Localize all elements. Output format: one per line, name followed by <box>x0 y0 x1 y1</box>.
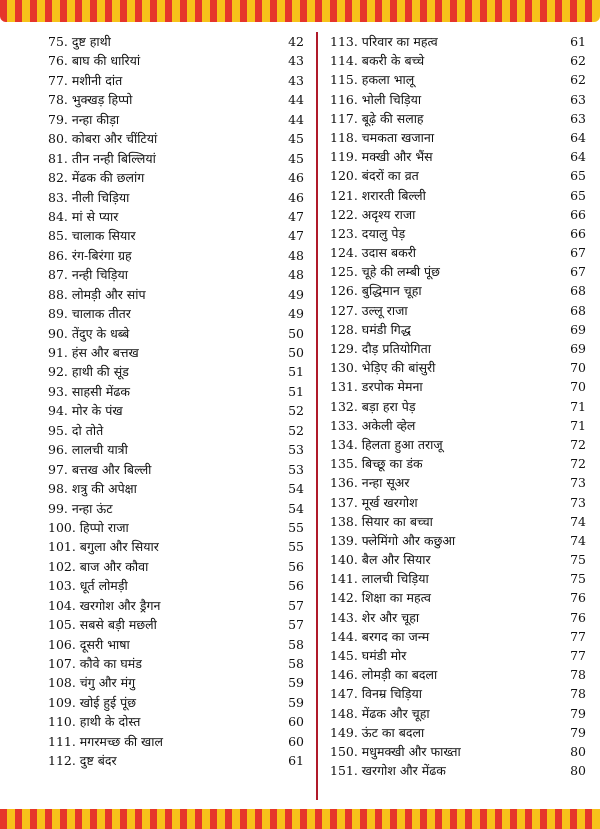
entry-title: 140. बैल और सियार <box>330 552 431 568</box>
entry-title: 148. मेंढक और चूहा <box>330 705 430 721</box>
contents-entry <box>48 90 304 109</box>
entry-page-number: 73 <box>570 494 586 510</box>
entry-page-number: 63 <box>570 91 586 107</box>
contents-entry <box>330 128 586 147</box>
contents-entry <box>330 588 586 607</box>
contents-entry <box>330 109 586 128</box>
entry-title: 77. मशीनी दांत <box>48 72 123 88</box>
entry-page-number: 67 <box>570 245 586 261</box>
contents-entry <box>48 129 304 148</box>
contents-entry <box>330 416 586 435</box>
contents-entry <box>330 627 586 646</box>
contents-entry <box>330 761 586 780</box>
contents-entry <box>48 71 304 90</box>
contents-entry <box>330 704 586 723</box>
contents-entry <box>48 265 304 284</box>
entry-page-number: 46 <box>288 189 304 205</box>
entry-title: 141. लालची चिड़िया <box>330 571 429 587</box>
entry-page-number: 56 <box>288 558 304 574</box>
contents-entry <box>48 51 304 70</box>
contents-entry <box>48 382 304 401</box>
contents-entry <box>48 246 304 265</box>
contents-entry <box>330 569 586 588</box>
entry-title: 108. चंगु और मंगु <box>48 675 136 691</box>
entry-title: 86. रंग-बिरंगा ग्रह <box>48 247 132 263</box>
entry-page-number: 45 <box>288 131 304 147</box>
contents-entry <box>330 262 586 281</box>
entry-page-number: 52 <box>288 422 304 438</box>
entry-title: 115. हकला भालू <box>330 72 415 88</box>
contents-entry <box>48 188 304 207</box>
entry-title: 89. चालाक तीतर <box>48 306 131 322</box>
entry-title: 123. दयालु पेड़ <box>330 225 406 241</box>
contents-entry <box>48 635 304 654</box>
contents-entry <box>48 149 304 168</box>
entry-title: 116. भोली चिड़िया <box>330 91 422 107</box>
entry-title: 125. चूहे की लम्बी पूंछ <box>330 264 440 280</box>
entry-page-number: 51 <box>288 383 304 399</box>
contents-entry <box>330 646 586 665</box>
entry-title: 138. सियार का बच्चा <box>330 513 433 529</box>
entry-title: 121. शरारती बिल्ली <box>330 187 426 203</box>
entry-page-number: 75 <box>570 552 586 568</box>
entry-page-number: 48 <box>288 267 304 283</box>
entry-page-number: 55 <box>288 539 304 555</box>
contents-entry <box>48 226 304 245</box>
entry-page-number: 43 <box>288 53 304 69</box>
decorative-bottom-border <box>0 809 600 829</box>
contents-entry <box>48 440 304 459</box>
entry-page-number: 62 <box>570 72 586 88</box>
entry-page-number: 46 <box>288 170 304 186</box>
contents-entry <box>48 751 304 770</box>
contents-entry <box>330 665 586 684</box>
entry-title: 117. बूढ़े की सलाह <box>330 110 424 126</box>
entry-page-number: 70 <box>570 379 586 395</box>
entry-title: 145. घमंडी मोर <box>330 648 407 663</box>
entry-title: 90. तेंदुए के धब्बे <box>48 325 130 341</box>
contents-entry <box>330 512 586 531</box>
entry-page-number: 78 <box>570 667 586 683</box>
contents-entry <box>330 51 586 70</box>
entry-title: 91. हंस और बत्तख <box>48 345 139 360</box>
contents-entry <box>330 224 586 243</box>
entry-page-number: 80 <box>570 763 586 779</box>
entry-page-number: 61 <box>570 34 586 49</box>
entry-page-number: 80 <box>570 743 586 759</box>
entry-page-number: 43 <box>288 72 304 88</box>
entry-page-number: 60 <box>288 733 304 749</box>
entry-title: 131. डरपोक मेमना <box>330 379 423 395</box>
entry-title: 118. चमकता खजाना <box>330 129 435 145</box>
entry-title: 128. घमंडी गिद्ध <box>330 321 411 337</box>
entry-title: 137. मूर्ख खरगोश <box>330 494 418 510</box>
entry-title: 105. सबसे बड़ी मछली <box>48 617 157 633</box>
entry-title: 81. तीन नन्ही बिल्लियां <box>48 150 156 166</box>
entry-page-number: 56 <box>288 578 304 594</box>
entry-page-number: 78 <box>570 686 586 702</box>
entry-title: 87. नन्ही चिड़िया <box>48 267 128 283</box>
contents-entry <box>48 537 304 556</box>
entry-title: 130. भेड़िए की बांसुरी <box>330 360 436 376</box>
entry-page-number: 74 <box>570 532 586 548</box>
entry-title: 98. शत्रु की अपेक्षा <box>48 481 137 497</box>
entry-page-number: 68 <box>570 283 586 299</box>
entry-title: 139. फ्लेमिंगो और कछुआ <box>330 532 456 548</box>
entry-page-number: 66 <box>570 225 586 241</box>
entry-page-number: 54 <box>288 481 304 497</box>
contents-entry <box>48 557 304 576</box>
entry-page-number: 42 <box>288 34 304 49</box>
entry-title: 79. नन्हा कीड़ा <box>48 111 120 127</box>
contents-entry <box>48 693 304 712</box>
entry-title: 109. खोई हुई पूंछ <box>48 694 136 710</box>
entry-page-number: 47 <box>288 208 304 224</box>
entry-page-number: 55 <box>288 519 304 535</box>
contents-entry <box>330 531 586 550</box>
entry-title: 78. भुक्खड़ हिप्पो <box>48 92 133 108</box>
entry-page-number: 71 <box>570 398 586 414</box>
entry-title: 146. लोमड़ी का बदला <box>330 667 438 683</box>
contents-entry <box>48 168 304 187</box>
entry-page-number: 64 <box>570 149 586 165</box>
contents-entry <box>48 460 304 479</box>
contents-entry <box>48 285 304 304</box>
entry-page-number: 59 <box>288 694 304 710</box>
entry-page-number: 64 <box>570 129 586 145</box>
entry-page-number: 61 <box>288 753 304 769</box>
entry-page-number: 59 <box>288 675 304 691</box>
contents-entry <box>48 499 304 518</box>
contents-entry <box>330 339 586 358</box>
entry-page-number: 52 <box>288 403 304 419</box>
entry-page-number: 49 <box>288 306 304 322</box>
contents-column-left <box>48 32 304 771</box>
entry-page-number: 51 <box>288 364 304 380</box>
entry-page-number: 65 <box>570 187 586 203</box>
contents-entry <box>48 518 304 537</box>
entry-page-number: 75 <box>570 571 586 587</box>
entry-title: 102. बाज और कौवा <box>48 558 149 574</box>
entry-page-number: 53 <box>288 442 304 458</box>
contents-entry <box>330 454 586 473</box>
entry-title: 83. नीली चिड़िया <box>48 189 130 205</box>
entry-title: 104. खरगोश और ड्रैगन <box>48 597 161 613</box>
contents-entry <box>330 70 586 89</box>
entry-page-number: 60 <box>288 714 304 730</box>
contents-entry <box>330 32 586 51</box>
entry-page-number: 68 <box>570 302 586 318</box>
entry-title: 136. नन्हा सूअर <box>330 475 410 491</box>
entry-title: 96. लालची यात्री <box>48 442 128 458</box>
contents-entry <box>48 479 304 498</box>
entry-title: 151. खरगोश और मेंढक <box>330 763 446 779</box>
entry-title: 114. बकरी के बच्चे <box>330 53 425 69</box>
contents-entry <box>330 186 586 205</box>
entry-page-number: 50 <box>288 345 304 360</box>
decorative-top-border <box>0 0 600 22</box>
contents-entry <box>330 205 586 224</box>
contents-entry <box>330 550 586 569</box>
contents-entry <box>48 732 304 751</box>
entry-title: 113. परिवार का महत्व <box>330 34 438 49</box>
entry-page-number: 74 <box>570 513 586 529</box>
contents-entry <box>48 654 304 673</box>
entry-page-number: 70 <box>570 360 586 376</box>
entry-page-number: 76 <box>570 609 586 625</box>
contents-entry <box>48 401 304 420</box>
entry-title: 122. अदृश्य राजा <box>330 206 416 222</box>
entry-page-number: 62 <box>570 53 586 69</box>
entry-page-number: 77 <box>570 648 586 663</box>
entry-page-number: 57 <box>288 617 304 633</box>
entry-title: 106. दूसरी भाषा <box>48 636 130 652</box>
contents-entry <box>330 684 586 703</box>
contents-column-right <box>330 32 586 780</box>
entry-title: 147. विनम्र चिड़िया <box>330 686 422 702</box>
contents-entry <box>330 435 586 454</box>
contents-entry <box>330 301 586 320</box>
contents-entry <box>48 343 304 362</box>
entry-page-number: 47 <box>288 228 304 244</box>
contents-entry <box>330 397 586 416</box>
contents-entry <box>330 166 586 185</box>
entry-page-number: 66 <box>570 206 586 222</box>
entry-title: 149. ऊंट का बदला <box>330 724 425 740</box>
entry-title: 120. बंदरों का व्रत <box>330 168 419 184</box>
entry-page-number: 65 <box>570 168 586 184</box>
entry-title: 144. बरगद का जन्म <box>330 628 430 644</box>
contents-entry <box>330 358 586 377</box>
contents-entry <box>48 110 304 129</box>
entry-page-number: 44 <box>288 111 304 127</box>
entry-title: 93. साहसी मेंढक <box>48 383 130 399</box>
entry-page-number: 54 <box>288 500 304 516</box>
entry-title: 94. मोर के पंख <box>48 403 123 419</box>
entry-page-number: 49 <box>288 286 304 302</box>
contents-entry <box>330 473 586 492</box>
contents-entry <box>330 90 586 109</box>
contents-entry <box>330 320 586 339</box>
entry-page-number: 79 <box>570 724 586 740</box>
entry-title: 133. अकेली व्हेल <box>330 417 416 433</box>
entry-title: 134. हिलता हुआ तराजू <box>330 436 443 452</box>
entry-title: 107. कौवे का घमंड <box>48 656 142 671</box>
contents-entry <box>48 207 304 226</box>
entry-title: 110. हाथी के दोस्त <box>48 714 141 730</box>
contents-entry <box>330 377 586 396</box>
entry-page-number: 58 <box>288 636 304 652</box>
entry-title: 75. दुष्ट हाथी <box>48 34 111 49</box>
entry-title: 95. दो तोते <box>48 422 104 438</box>
entry-title: 124. उदास बकरी <box>330 245 417 261</box>
entry-title: 88. लोमड़ी और सांप <box>48 286 146 302</box>
entry-title: 92. हाथी की सूंड <box>48 364 129 380</box>
contents-entry <box>48 576 304 595</box>
entry-title: 135. बिच्छू का डंक <box>330 456 423 472</box>
entry-title: 132. बड़ा हरा पेड़ <box>330 398 416 414</box>
contents-entry <box>48 32 304 51</box>
entry-page-number: 69 <box>570 341 586 356</box>
contents-entry <box>330 147 586 166</box>
contents-entry <box>48 673 304 692</box>
contents-entry <box>330 742 586 761</box>
entry-page-number: 76 <box>570 590 586 606</box>
entry-title: 143. शेर और चूहा <box>330 609 420 625</box>
entry-page-number: 67 <box>570 264 586 280</box>
column-divider <box>316 32 318 800</box>
entry-page-number: 71 <box>570 417 586 433</box>
entry-title: 97. बत्तख और बिल्ली <box>48 461 152 477</box>
entry-title: 126. बुद्धिमान चूहा <box>330 283 422 299</box>
entry-title: 119. मक्खी और भैंस <box>330 149 433 165</box>
entry-page-number: 48 <box>288 247 304 263</box>
entry-title: 82. मेंढक की छलांग <box>48 170 145 186</box>
entry-page-number: 53 <box>288 461 304 477</box>
entry-title: 112. दुष्ट बंदर <box>48 753 117 769</box>
entry-title: 85. चालाक सियार <box>48 228 136 244</box>
entry-page-number: 44 <box>288 92 304 108</box>
contents-entry <box>48 712 304 731</box>
entry-page-number: 63 <box>570 110 586 126</box>
contents-entry <box>330 493 586 512</box>
entry-title: 103. धूर्त लोमड़ी <box>48 578 128 594</box>
entry-title: 100. हिप्पो राजा <box>48 519 129 535</box>
entry-page-number: 73 <box>570 475 586 491</box>
entry-title: 111. मगरमच्छ की खाल <box>48 733 163 749</box>
entry-page-number: 77 <box>570 628 586 644</box>
entry-page-number: 72 <box>570 456 586 472</box>
entry-title: 84. मां से प्यार <box>48 208 119 224</box>
contents-entry <box>330 608 586 627</box>
contents-entry <box>48 421 304 440</box>
entry-page-number: 79 <box>570 705 586 721</box>
contents-entry <box>48 304 304 323</box>
entry-page-number: 50 <box>288 325 304 341</box>
entry-title: 80. कोबरा और चींटियां <box>48 131 158 147</box>
contents-entry <box>48 596 304 615</box>
entry-title: 127. उल्लू राजा <box>330 302 408 318</box>
contents-entry <box>48 615 304 634</box>
entry-title: 101. बगुला और सियार <box>48 539 159 555</box>
entry-page-number: 58 <box>288 656 304 671</box>
entry-title: 76. बाघ की धारियां <box>48 53 141 69</box>
contents-entry <box>48 324 304 343</box>
entry-title: 99. नन्हा ऊंट <box>48 500 113 516</box>
entry-page-number: 57 <box>288 597 304 613</box>
entry-title: 150. मधुमक्खी और फाख्ता <box>330 743 461 759</box>
contents-entry <box>330 723 586 742</box>
table-of-contents <box>0 32 600 800</box>
contents-entry <box>48 362 304 381</box>
entry-title: 129. दौड़ प्रतियोगिता <box>330 341 431 356</box>
entry-page-number: 69 <box>570 321 586 337</box>
entry-title: 142. शिक्षा का महत्व <box>330 590 431 606</box>
entry-page-number: 72 <box>570 436 586 452</box>
contents-entry <box>330 281 586 300</box>
contents-entry <box>330 243 586 262</box>
entry-page-number: 45 <box>288 150 304 166</box>
